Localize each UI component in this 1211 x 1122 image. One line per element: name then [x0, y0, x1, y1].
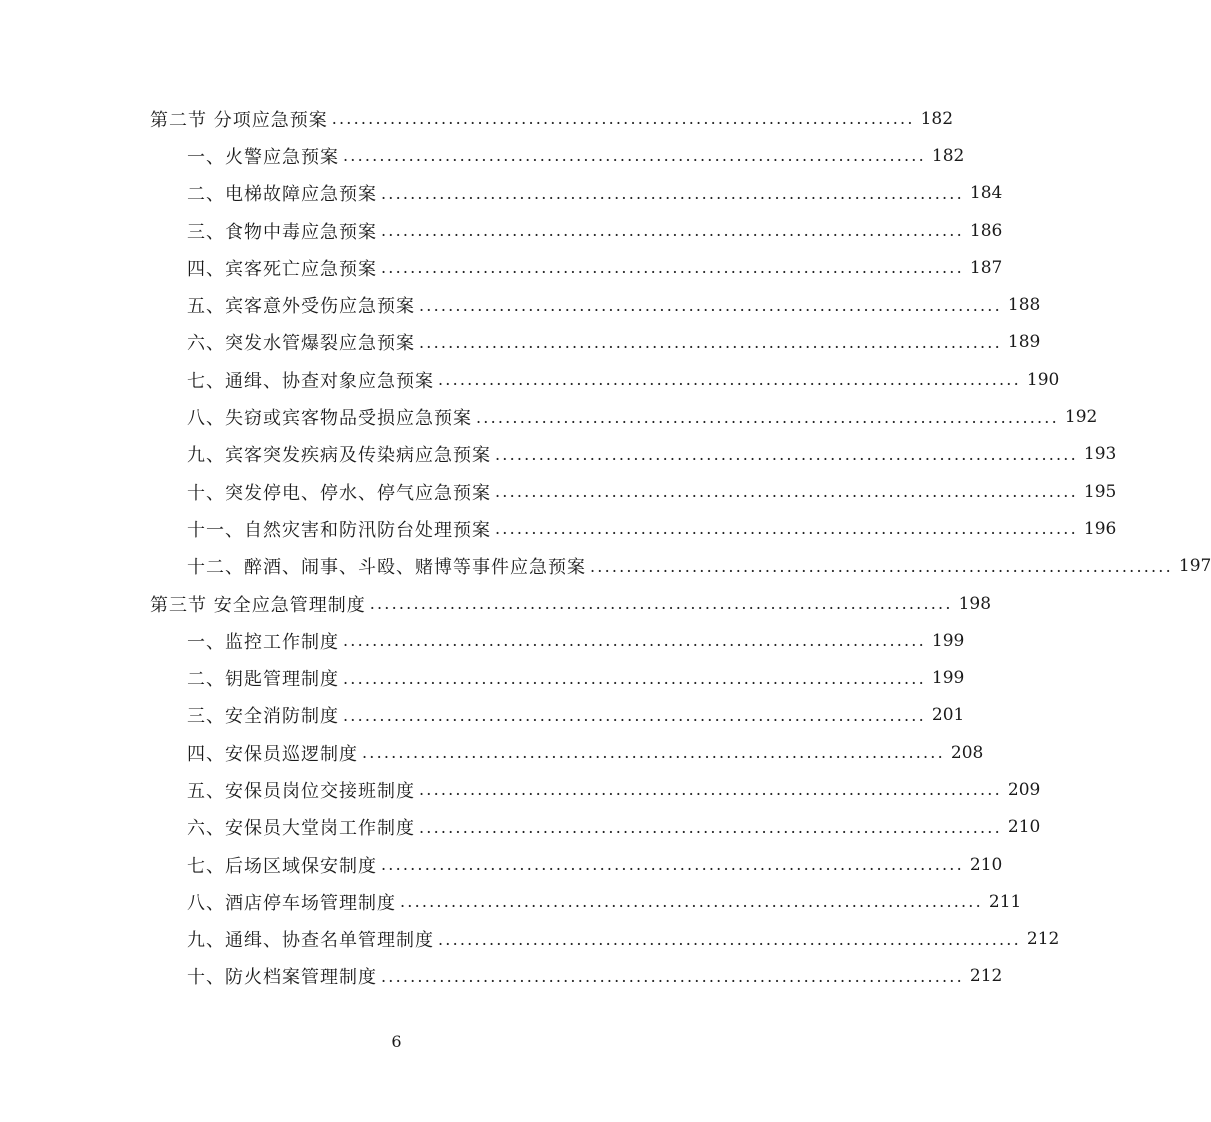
toc-section-entry [0, 585, 992, 622]
toc-leader-dots: ................................................................................ [381, 966, 964, 986]
toc-item-entry [0, 137, 965, 174]
toc-entry-label: 第三节 安全应急管理制度 [150, 594, 366, 616]
toc-leader-dots: ................................................................................ [381, 258, 964, 278]
toc-item-entry [0, 659, 965, 696]
toc-leader-dots: ................................................................................ [419, 332, 1002, 352]
toc-item-entry [0, 809, 1041, 846]
toc-item-entry [0, 473, 1117, 510]
toc-item-entry [0, 175, 1003, 212]
toc-entry-page: 198 [958, 593, 992, 614]
page-number: 6 [391, 1032, 402, 1051]
toc-entry-page: 182 [920, 108, 954, 129]
toc-entry-page: 201 [931, 705, 965, 726]
toc-leader-dots: ................................................................................ [419, 817, 1002, 837]
toc-leader-dots: ................................................................................ [331, 109, 915, 129]
toc-leader-dots: ................................................................................ [419, 780, 1002, 800]
toc-leader-dots: ................................................................................ [343, 631, 926, 651]
toc-item-entry [0, 883, 1022, 920]
toc-entry-label: 七、通缉、协查对象应急预案 [187, 370, 434, 392]
toc-entry-page: 192 [1064, 407, 1098, 428]
toc-leader-dots: ................................................................................ [495, 519, 1078, 539]
toc-entry-label: 五、安保员岗位交接班制度 [187, 780, 415, 802]
toc-item-entry [0, 286, 1041, 323]
toc-leader-dots: ................................................................................ [369, 594, 953, 613]
toc-leader-dots: ................................................................................ [381, 183, 964, 203]
toc-entry-page: 190 [1026, 369, 1060, 390]
toc-item-entry [0, 324, 1041, 361]
toc-item-entry [0, 436, 1117, 473]
toc-entry-page: 212 [1026, 929, 1060, 950]
toc-entry-label: 八、失窃或宾客物品受损应急预案 [187, 408, 472, 430]
toc-leader-dots: ................................................................................ [381, 221, 964, 241]
toc-entry-label: 二、钥匙管理制度 [187, 669, 339, 691]
toc-entry-label: 十二、醉酒、闹事、斗殴、赌博等事件应急预案 [187, 557, 586, 579]
toc-entry-label: 九、宾客突发疾病及传染病应急预案 [187, 445, 491, 467]
toc-entry-label: 六、突发水管爆裂应急预案 [187, 333, 415, 355]
toc-leader-dots: ................................................................................ [362, 743, 945, 763]
toc-entry-page: 189 [1007, 332, 1041, 353]
toc-entry-label: 九、通缉、协查名单管理制度 [187, 930, 434, 952]
toc-item-entry [0, 548, 1211, 585]
toc-item-entry [0, 697, 965, 734]
toc-leader-dots: ................................................................................ [381, 855, 964, 875]
toc-leader-dots: ................................................................................ [400, 892, 983, 912]
toc-entry-page: 195 [1083, 481, 1117, 502]
toc-entry-page: 199 [931, 668, 965, 689]
toc-entry-page: 210 [969, 854, 1003, 875]
toc-entry-label: 六、安保员大堂岗工作制度 [187, 818, 415, 840]
toc-section-entry [0, 100, 954, 137]
toc-leader-dots: ................................................................................ [438, 929, 1021, 949]
toc-item-entry [0, 846, 1003, 883]
toc-entry-label: 十一、自然灾害和防汛防台处理预案 [187, 519, 491, 541]
toc-entry-label: 一、火警应急预案 [187, 146, 339, 168]
toc-entry-page: 184 [969, 183, 1003, 204]
toc-entry-label: 一、监控工作制度 [187, 631, 339, 653]
toc-entry-page: 196 [1083, 518, 1117, 539]
toc-entry-page: 199 [931, 630, 965, 651]
toc-leader-dots: ................................................................................ [495, 444, 1078, 464]
toc-entry-label: 五、宾客意外受伤应急预案 [187, 296, 415, 318]
toc-entry-page: 193 [1083, 444, 1117, 465]
toc-entry-label: 二、电梯故障应急预案 [187, 184, 377, 206]
table-of-contents [0, 100, 1211, 995]
toc-entry-page: 197 [1178, 556, 1211, 577]
toc-item-entry [0, 510, 1117, 547]
toc-entry-page: 188 [1007, 295, 1041, 316]
toc-item-entry [0, 958, 1003, 995]
toc-leader-dots: ................................................................................ [343, 705, 926, 725]
toc-entry-label: 八、酒店停车场管理制度 [187, 892, 396, 914]
toc-entry-page: 186 [969, 220, 1003, 241]
toc-entry-label: 四、宾客死亡应急预案 [187, 258, 377, 280]
toc-item-entry [0, 622, 965, 659]
toc-leader-dots: ................................................................................ [343, 668, 926, 688]
toc-item-entry [0, 734, 984, 771]
toc-leader-dots: ................................................................................ [495, 482, 1078, 502]
toc-entry-page: 211 [988, 891, 1022, 912]
toc-entry-label: 四、安保员巡逻制度 [187, 743, 358, 765]
toc-leader-dots: ................................................................................ [419, 295, 1002, 315]
toc-leader-dots: ................................................................................ [476, 407, 1059, 427]
toc-entry-page: 182 [931, 145, 965, 166]
toc-entry-label: 三、安全消防制度 [187, 706, 339, 728]
toc-entry-page: 210 [1007, 817, 1041, 838]
toc-item-entry [0, 921, 1060, 958]
toc-item-entry [0, 249, 1003, 286]
toc-entry-page: 212 [969, 966, 1003, 987]
toc-entry-page: 209 [1007, 779, 1041, 800]
toc-entry-label: 三、食物中毒应急预案 [187, 221, 377, 243]
toc-leader-dots: ................................................................................ [438, 370, 1021, 390]
toc-item-entry [0, 212, 1003, 249]
toc-entry-page: 187 [969, 257, 1003, 278]
toc-entry-label: 七、后场区域保安制度 [187, 855, 377, 877]
toc-item-entry [0, 398, 1098, 435]
toc-leader-dots: ................................................................................ [590, 556, 1173, 576]
toc-entry-page: 208 [950, 742, 984, 763]
toc-leader-dots: ................................................................................ [343, 146, 926, 166]
toc-entry-label: 十、突发停电、停水、停气应急预案 [187, 482, 491, 504]
toc-item-entry [0, 361, 1060, 398]
toc-entry-label: 十、防火档案管理制度 [187, 967, 377, 989]
toc-entry-label: 第二节 分项应急预案 [150, 109, 328, 131]
toc-item-entry [0, 771, 1041, 808]
